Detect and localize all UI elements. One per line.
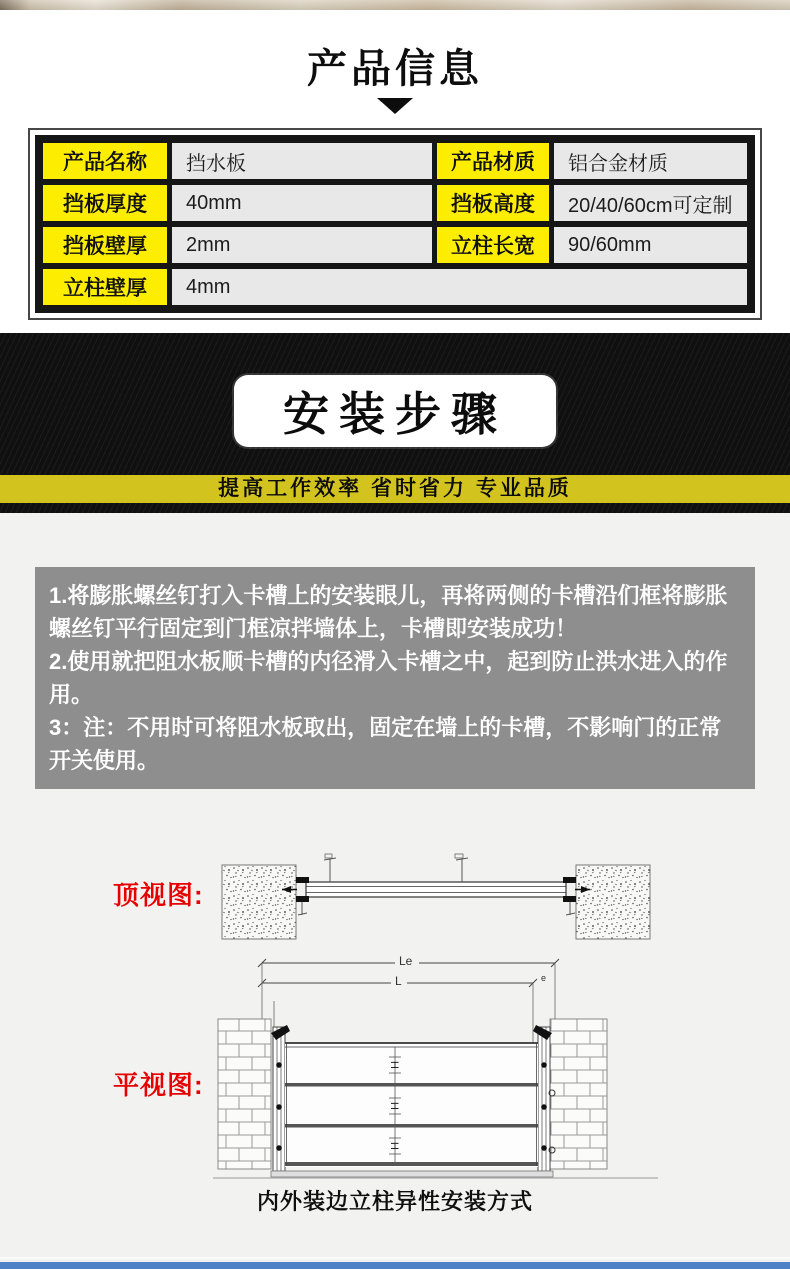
spec-value-board-wall: 2mm bbox=[172, 227, 432, 263]
spec-value-board-height: 20/40/60cm可定制 bbox=[554, 185, 747, 221]
install-steps-title: 安装步骤 bbox=[234, 375, 556, 447]
instruction-step: 2.使用就把阻水板顺卡槽的内径滑入卡槽之中，起到防止洪水进入的作用。 bbox=[49, 649, 728, 707]
front-view-diagram bbox=[213, 953, 658, 1183]
spec-label-product-name: 产品名称 bbox=[43, 143, 167, 179]
spec-label-board-height: 挡板高度 bbox=[437, 185, 549, 221]
tagline-bar: 提高工作效率 省时省力 专业品质 bbox=[0, 475, 790, 503]
spec-label-board-thickness: 挡板厚度 bbox=[43, 185, 167, 221]
top-texture-strip bbox=[0, 0, 790, 10]
page-title: 产品信息 bbox=[307, 47, 483, 91]
spec-value-board-thickness: 40mm bbox=[172, 185, 432, 221]
dim-label-h: H bbox=[388, 1102, 400, 1110]
diagram-caption: 内外装边立柱异性安装方式 bbox=[256, 1189, 533, 1214]
section-divider bbox=[0, 1257, 790, 1259]
top-view-label: 顶视图: bbox=[113, 880, 204, 910]
product-info-section bbox=[0, 10, 790, 320]
dim-label-l: L bbox=[395, 974, 402, 988]
spec-value-post-wall: 4mm bbox=[172, 269, 747, 305]
instruction-box bbox=[35, 567, 755, 789]
spec-label-material: 产品材质 bbox=[437, 143, 549, 179]
dim-label-e: e bbox=[541, 973, 547, 983]
spec-label-post-wall: 立柱壁厚 bbox=[43, 269, 167, 305]
dim-label-h: H bbox=[388, 1142, 400, 1150]
top-view-diagram bbox=[218, 851, 654, 946]
down-arrow-icon bbox=[377, 98, 413, 114]
dim-label-h: H bbox=[388, 1061, 400, 1069]
spec-label-post-size: 立柱长宽 bbox=[437, 227, 549, 263]
spec-value-post-size: 90/60mm bbox=[554, 227, 747, 263]
diagram-section bbox=[0, 513, 790, 1262]
install-steps-banner bbox=[0, 333, 790, 513]
spec-table bbox=[28, 128, 762, 320]
instruction-step: 1.将膨胀螺丝钉打入卡槽上的安装眼儿，再将两侧的卡槽沿们框将膨胀螺丝钉平行固定到门框凉拌墙体上，卡槽即安装成功！ bbox=[49, 583, 728, 641]
front-view-label: 平视图: bbox=[113, 1070, 204, 1100]
spec-value-product-name: 挡水板 bbox=[172, 143, 432, 179]
dim-label-le: Le bbox=[399, 954, 413, 968]
instruction-step: 3：注：不用时可将阻水板取出，固定在墙上的卡槽，不影响门的正常开关使用。 bbox=[49, 715, 722, 773]
spec-label-board-wall: 挡板壁厚 bbox=[43, 227, 167, 263]
spec-value-material: 铝合金材质 bbox=[554, 143, 747, 179]
bottom-blue-bar bbox=[0, 1262, 790, 1269]
